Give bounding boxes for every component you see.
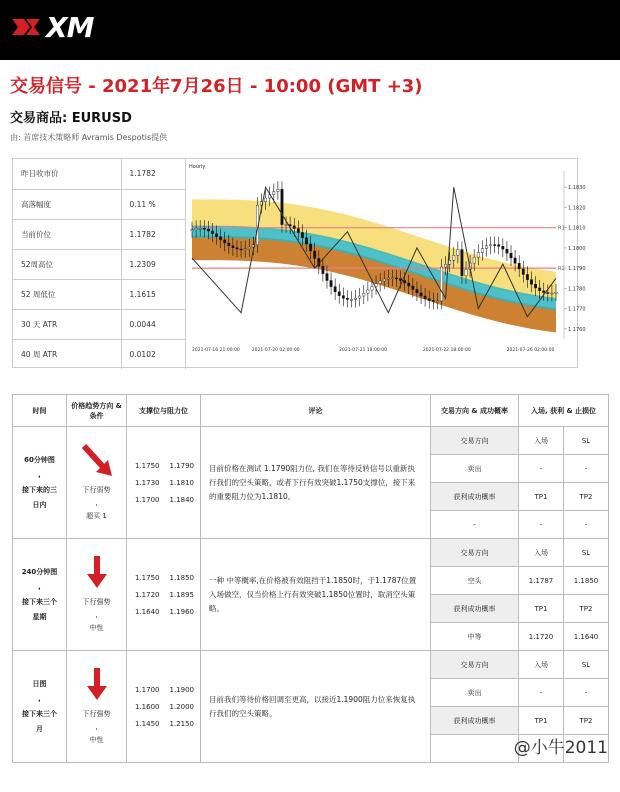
time-line: 接下来三个 — [22, 597, 57, 606]
candle-body — [379, 281, 381, 284]
tp1-value: - — [519, 511, 564, 539]
tp2-value: - — [564, 511, 609, 539]
prob-label: 获利成功概率 — [431, 707, 519, 735]
candle-body — [301, 233, 303, 238]
candle-body — [485, 246, 487, 249]
candle-body — [477, 252, 479, 257]
stats-row — [13, 309, 185, 339]
candle-body — [493, 245, 495, 246]
sr-pair — [135, 703, 200, 711]
table-row — [13, 651, 609, 679]
stats-row — [13, 189, 185, 219]
prob-label: 获利成功概率 — [431, 483, 519, 511]
stats-label: 52周高位 — [13, 249, 121, 279]
y-tick-label: 1.1790 — [568, 266, 586, 273]
y-tick-label: 1.1820 — [568, 205, 586, 212]
cell-time — [13, 427, 67, 539]
tp1-value: 1.1720 — [519, 623, 564, 651]
candle-body — [498, 245, 500, 247]
resistance-label: R1 — [558, 225, 565, 232]
candle-body — [555, 292, 557, 293]
cell-sr — [127, 651, 201, 763]
support-level: 1.1600 — [135, 702, 160, 711]
chart-title: Hourly — [189, 164, 206, 170]
candle-body — [461, 250, 463, 276]
dir-label: 交易方向 — [431, 427, 519, 455]
cell-trend — [67, 539, 127, 651]
sr-pair — [135, 720, 200, 728]
candle-body — [473, 257, 475, 263]
tp2-label: TP2 — [564, 483, 609, 511]
support-level: 1.1700 — [135, 685, 160, 694]
support-level: 1.1450 — [135, 719, 160, 728]
candle-body — [199, 228, 201, 229]
trend-line: 中性 — [89, 624, 104, 632]
stats-value: 0.0044 — [121, 309, 185, 339]
x-tick-label: 2021-07-26 02:00:00 — [506, 348, 555, 353]
stats-row — [13, 219, 185, 249]
entry-label: 入场 — [519, 539, 564, 567]
xm-logo[interactable] — [10, 12, 93, 42]
top-bar — [0, 0, 620, 60]
resistance-level: 1.1960 — [169, 607, 194, 616]
candle-body — [363, 293, 365, 296]
sl-label: SL — [564, 651, 609, 679]
sr-pair — [135, 496, 200, 504]
candle-body — [281, 189, 283, 224]
candle-body — [383, 279, 385, 281]
y-tick-label: 1.1780 — [568, 286, 586, 293]
time-line: 月 — [36, 724, 43, 733]
x-tick-label: 2021-07-20 02:00:00 — [251, 348, 300, 353]
resistance-level: 1.1895 — [169, 590, 194, 599]
cell-time — [13, 539, 67, 651]
time-line: 日内 — [32, 500, 47, 509]
candle-body — [440, 267, 442, 301]
prob-value — [431, 735, 519, 763]
candle-body — [403, 280, 405, 283]
candle-body — [248, 247, 250, 249]
tp2-label: TP2 — [564, 595, 609, 623]
trend-line: 超买 1 — [86, 512, 107, 520]
time-line: , — [38, 470, 41, 479]
candle-body — [228, 243, 230, 246]
trend-line: 中性 — [89, 736, 104, 744]
stats-label: 高落幅度 — [13, 189, 121, 219]
candle-body — [367, 290, 369, 293]
candle-body — [432, 301, 434, 302]
candle-body — [387, 278, 389, 279]
candle-body — [399, 279, 401, 281]
candle-body — [326, 274, 328, 281]
time-line: , — [38, 694, 41, 703]
tp1-label: TP1 — [519, 707, 564, 735]
stats-row — [13, 249, 185, 279]
candle-body — [297, 229, 299, 233]
stats-value: 1.1782 — [121, 219, 185, 249]
time-line: 接下来的三 — [22, 485, 57, 494]
stats-row — [13, 339, 185, 369]
candle-body — [305, 238, 307, 244]
entry-value: - — [519, 455, 564, 483]
y-tick-label: 1.1770 — [568, 306, 586, 313]
time-line: 60分钟图 — [24, 455, 55, 464]
candle-body — [264, 198, 266, 202]
entry-value: 1.1787 — [519, 567, 564, 595]
candle-body — [371, 287, 373, 290]
sr-pair — [135, 686, 200, 694]
table-header-row — [13, 395, 609, 427]
direction-value: 空头 — [431, 567, 519, 595]
tp1-label: TP1 — [519, 595, 564, 623]
candle-body — [240, 249, 242, 250]
market-stats-panel — [12, 158, 586, 368]
support-level: 1.1730 — [135, 478, 160, 487]
direction-value: 卖出 — [431, 679, 519, 707]
stats-label: 40 周 ATR — [13, 339, 121, 369]
candle-body — [211, 231, 213, 234]
time-line: 240分钟图 — [21, 567, 58, 576]
resistance-level: 1.1900 — [169, 685, 194, 694]
stats-value: 1.1782 — [121, 159, 185, 189]
stats-label: 30 天 ATR — [13, 309, 121, 339]
candle-body — [391, 278, 393, 279]
candle-body — [224, 240, 226, 243]
candle-body — [244, 249, 246, 250]
candle-body — [510, 253, 512, 258]
header-comment: 评论 — [201, 395, 431, 427]
candle-body — [334, 287, 336, 292]
candle-body — [420, 293, 422, 296]
support-level: 1.1640 — [135, 607, 160, 616]
candle-body — [330, 281, 332, 287]
sl-label: SL — [564, 539, 609, 567]
header-direction: 交易方向 & 成功概率 — [431, 395, 519, 427]
cell-comment: 目前我们等待价格回调至更高，以接近1.1900阻力位来恢复执行我们的空头策略。 — [201, 651, 431, 763]
tp1-label: TP1 — [519, 483, 564, 511]
x-tick-label: 2021-07-22 18:00:00 — [422, 348, 471, 353]
candle-body — [424, 296, 426, 299]
stats-value: 0.11 % — [121, 189, 185, 219]
sl-value: - — [564, 679, 609, 707]
time-line: 接下来三个 — [22, 709, 57, 718]
xm-logo-mark-icon — [10, 13, 44, 41]
support-level: 1.1750 — [135, 461, 160, 470]
sr-pair — [135, 462, 200, 470]
candle-body — [481, 248, 483, 252]
x-tick-label: 2021-07-16 21:00:00 — [192, 348, 240, 353]
x-tick-label: 2021-07-21 18:00:00 — [339, 348, 387, 353]
trend-line: , — [95, 499, 98, 507]
sr-pair — [135, 608, 200, 616]
candle-body — [551, 293, 553, 294]
sl-label: SL — [564, 427, 609, 455]
trend-line: 下行强势 — [82, 598, 111, 606]
candle-body — [506, 249, 508, 253]
prob-value: 中等 — [431, 623, 519, 651]
candle-body — [195, 228, 197, 229]
candle-body — [428, 299, 430, 301]
table-row — [13, 539, 609, 567]
cell-comment: 目前价格在测试 1.1790阻力位, 我们在等待反转信号以重新执行我们的空头策略，或者下行有效突破1.1750支撑位，接下来的重要阻力位为1.1810。 — [201, 427, 431, 539]
candle-body — [342, 296, 344, 299]
watermark — [514, 733, 608, 758]
stats-label: 52 周低位 — [13, 279, 121, 309]
candle-body — [514, 258, 516, 263]
prob-value: - — [431, 511, 519, 539]
cell-comment: 一种 中等概率,在价格被有效阻挡于1.1850时，于1.1787位置入场做空，仅当价格上行有效突破1.1850位置时，取消空头策略。 — [201, 539, 431, 651]
stats-table — [13, 159, 185, 369]
candle-body — [219, 237, 221, 240]
candle-body — [273, 192, 275, 195]
candle-body — [322, 266, 324, 273]
product-heading: 交易商品: EURUSD — [10, 111, 132, 126]
sr-pair — [135, 591, 200, 599]
candle-body — [236, 248, 238, 249]
header-entry: 入场, 获利 & 止损位 — [519, 395, 609, 427]
candle-body — [453, 255, 455, 260]
candle-body — [309, 244, 311, 251]
candle-body — [489, 245, 491, 246]
cell-sr — [127, 427, 201, 539]
resistance-level: 1.1850 — [169, 573, 194, 582]
prob-label: 获利成功概率 — [431, 595, 519, 623]
time-line: 日图 — [32, 679, 47, 688]
table-row — [13, 427, 609, 455]
candle-body — [518, 263, 520, 269]
candle-body — [416, 289, 418, 292]
candle-body — [526, 274, 528, 279]
trend-line: , — [95, 723, 98, 731]
sl-value: - — [564, 455, 609, 483]
candle-body — [436, 301, 438, 302]
cell-sr — [127, 539, 201, 651]
dir-label: 交易方向 — [431, 539, 519, 567]
byline: 由: 首席技术策略师 Avramis Despotis提供 — [10, 133, 168, 142]
cell-time — [13, 651, 67, 763]
resistance-level: 1.1790 — [169, 461, 194, 470]
arrow-down-icon — [85, 666, 109, 702]
candle-body — [346, 298, 348, 299]
candle-body — [412, 286, 414, 289]
candle-body — [277, 189, 279, 191]
candle-body — [338, 292, 340, 296]
candle-body — [522, 269, 524, 275]
candle-body — [313, 251, 315, 258]
stats-row — [13, 279, 185, 309]
resistance-level: 1.2000 — [169, 702, 194, 711]
support-level: 1.1720 — [135, 590, 160, 599]
support-level: 1.1750 — [135, 573, 160, 582]
cell-trend — [67, 427, 127, 539]
chart-svg — [186, 159, 586, 369]
y-tick-label: 1.1800 — [568, 245, 586, 252]
arrow-down-right-icon — [80, 442, 114, 478]
tp2-value: 1.1640 — [564, 623, 609, 651]
candle-body — [354, 298, 356, 299]
watermark-text: @小牛2011 — [513, 738, 608, 758]
stats-row — [13, 159, 185, 189]
trend-line: 下行强势 — [82, 710, 111, 718]
support-level: 1.1700 — [135, 495, 160, 504]
sr-pair — [135, 574, 200, 582]
logo-text: XM — [46, 10, 94, 44]
direction-value: 卖出 — [431, 455, 519, 483]
header-sr: 支撑位与阻力位 — [127, 395, 201, 427]
candle-body — [207, 229, 209, 231]
candle-body — [502, 246, 504, 249]
candle-body — [350, 299, 352, 300]
arrow-down-icon — [85, 554, 109, 590]
candle-body — [534, 284, 536, 288]
stats-label: 昨日收市价 — [13, 159, 121, 189]
candle-body — [191, 230, 193, 231]
time-line: , — [38, 582, 41, 591]
candle-body — [232, 246, 234, 248]
candle-body — [530, 280, 532, 285]
cell-trend — [67, 651, 127, 763]
resistance-level: 1.1840 — [169, 495, 194, 504]
candle-body — [203, 228, 205, 229]
time-line: 星期 — [32, 612, 47, 621]
stats-value: 1.2309 — [121, 249, 185, 279]
candle-body — [547, 293, 549, 294]
header-trend: 价格趋势方向 & 条件 — [67, 395, 127, 427]
candle-body — [285, 225, 287, 226]
entry-label: 入场 — [519, 427, 564, 455]
trend-line: , — [95, 611, 98, 619]
y-tick-label: 1.1810 — [568, 225, 586, 232]
sr-pair — [135, 479, 200, 487]
entry-value: - — [519, 679, 564, 707]
signals-table — [12, 394, 609, 763]
candle-body — [215, 234, 217, 237]
candle-body — [538, 288, 540, 291]
candle-body — [457, 250, 459, 256]
sl-value: 1.1850 — [564, 567, 609, 595]
dir-label: 交易方向 — [431, 651, 519, 679]
stats-value: 0.0102 — [129, 349, 156, 359]
candle-body — [395, 278, 397, 279]
resistance-level: 1.2150 — [169, 719, 194, 728]
resistance-level: 1.1810 — [169, 478, 194, 487]
candle-body — [465, 269, 467, 275]
page-title: 交易信号 - 2021年7月26日 - 10:00 (GMT +3) — [10, 76, 423, 97]
candle-body — [444, 264, 446, 267]
entry-label: 入场 — [519, 651, 564, 679]
trend-line: 下行弱势 — [82, 486, 111, 494]
candle-body — [408, 283, 410, 286]
stats-label: 当前价位 — [13, 219, 121, 249]
tp2-label: TP2 — [564, 707, 609, 735]
resistance-label: R2 — [558, 266, 565, 273]
candle-body — [293, 226, 295, 229]
candle-body — [543, 291, 545, 293]
price-chart — [185, 159, 586, 369]
candle-body — [358, 296, 360, 298]
y-tick-label: 1.1760 — [568, 326, 586, 333]
y-tick-label: 1.1830 — [568, 185, 586, 192]
stats-value: 1.1615 — [121, 279, 185, 309]
header-time: 时间 — [13, 395, 67, 427]
